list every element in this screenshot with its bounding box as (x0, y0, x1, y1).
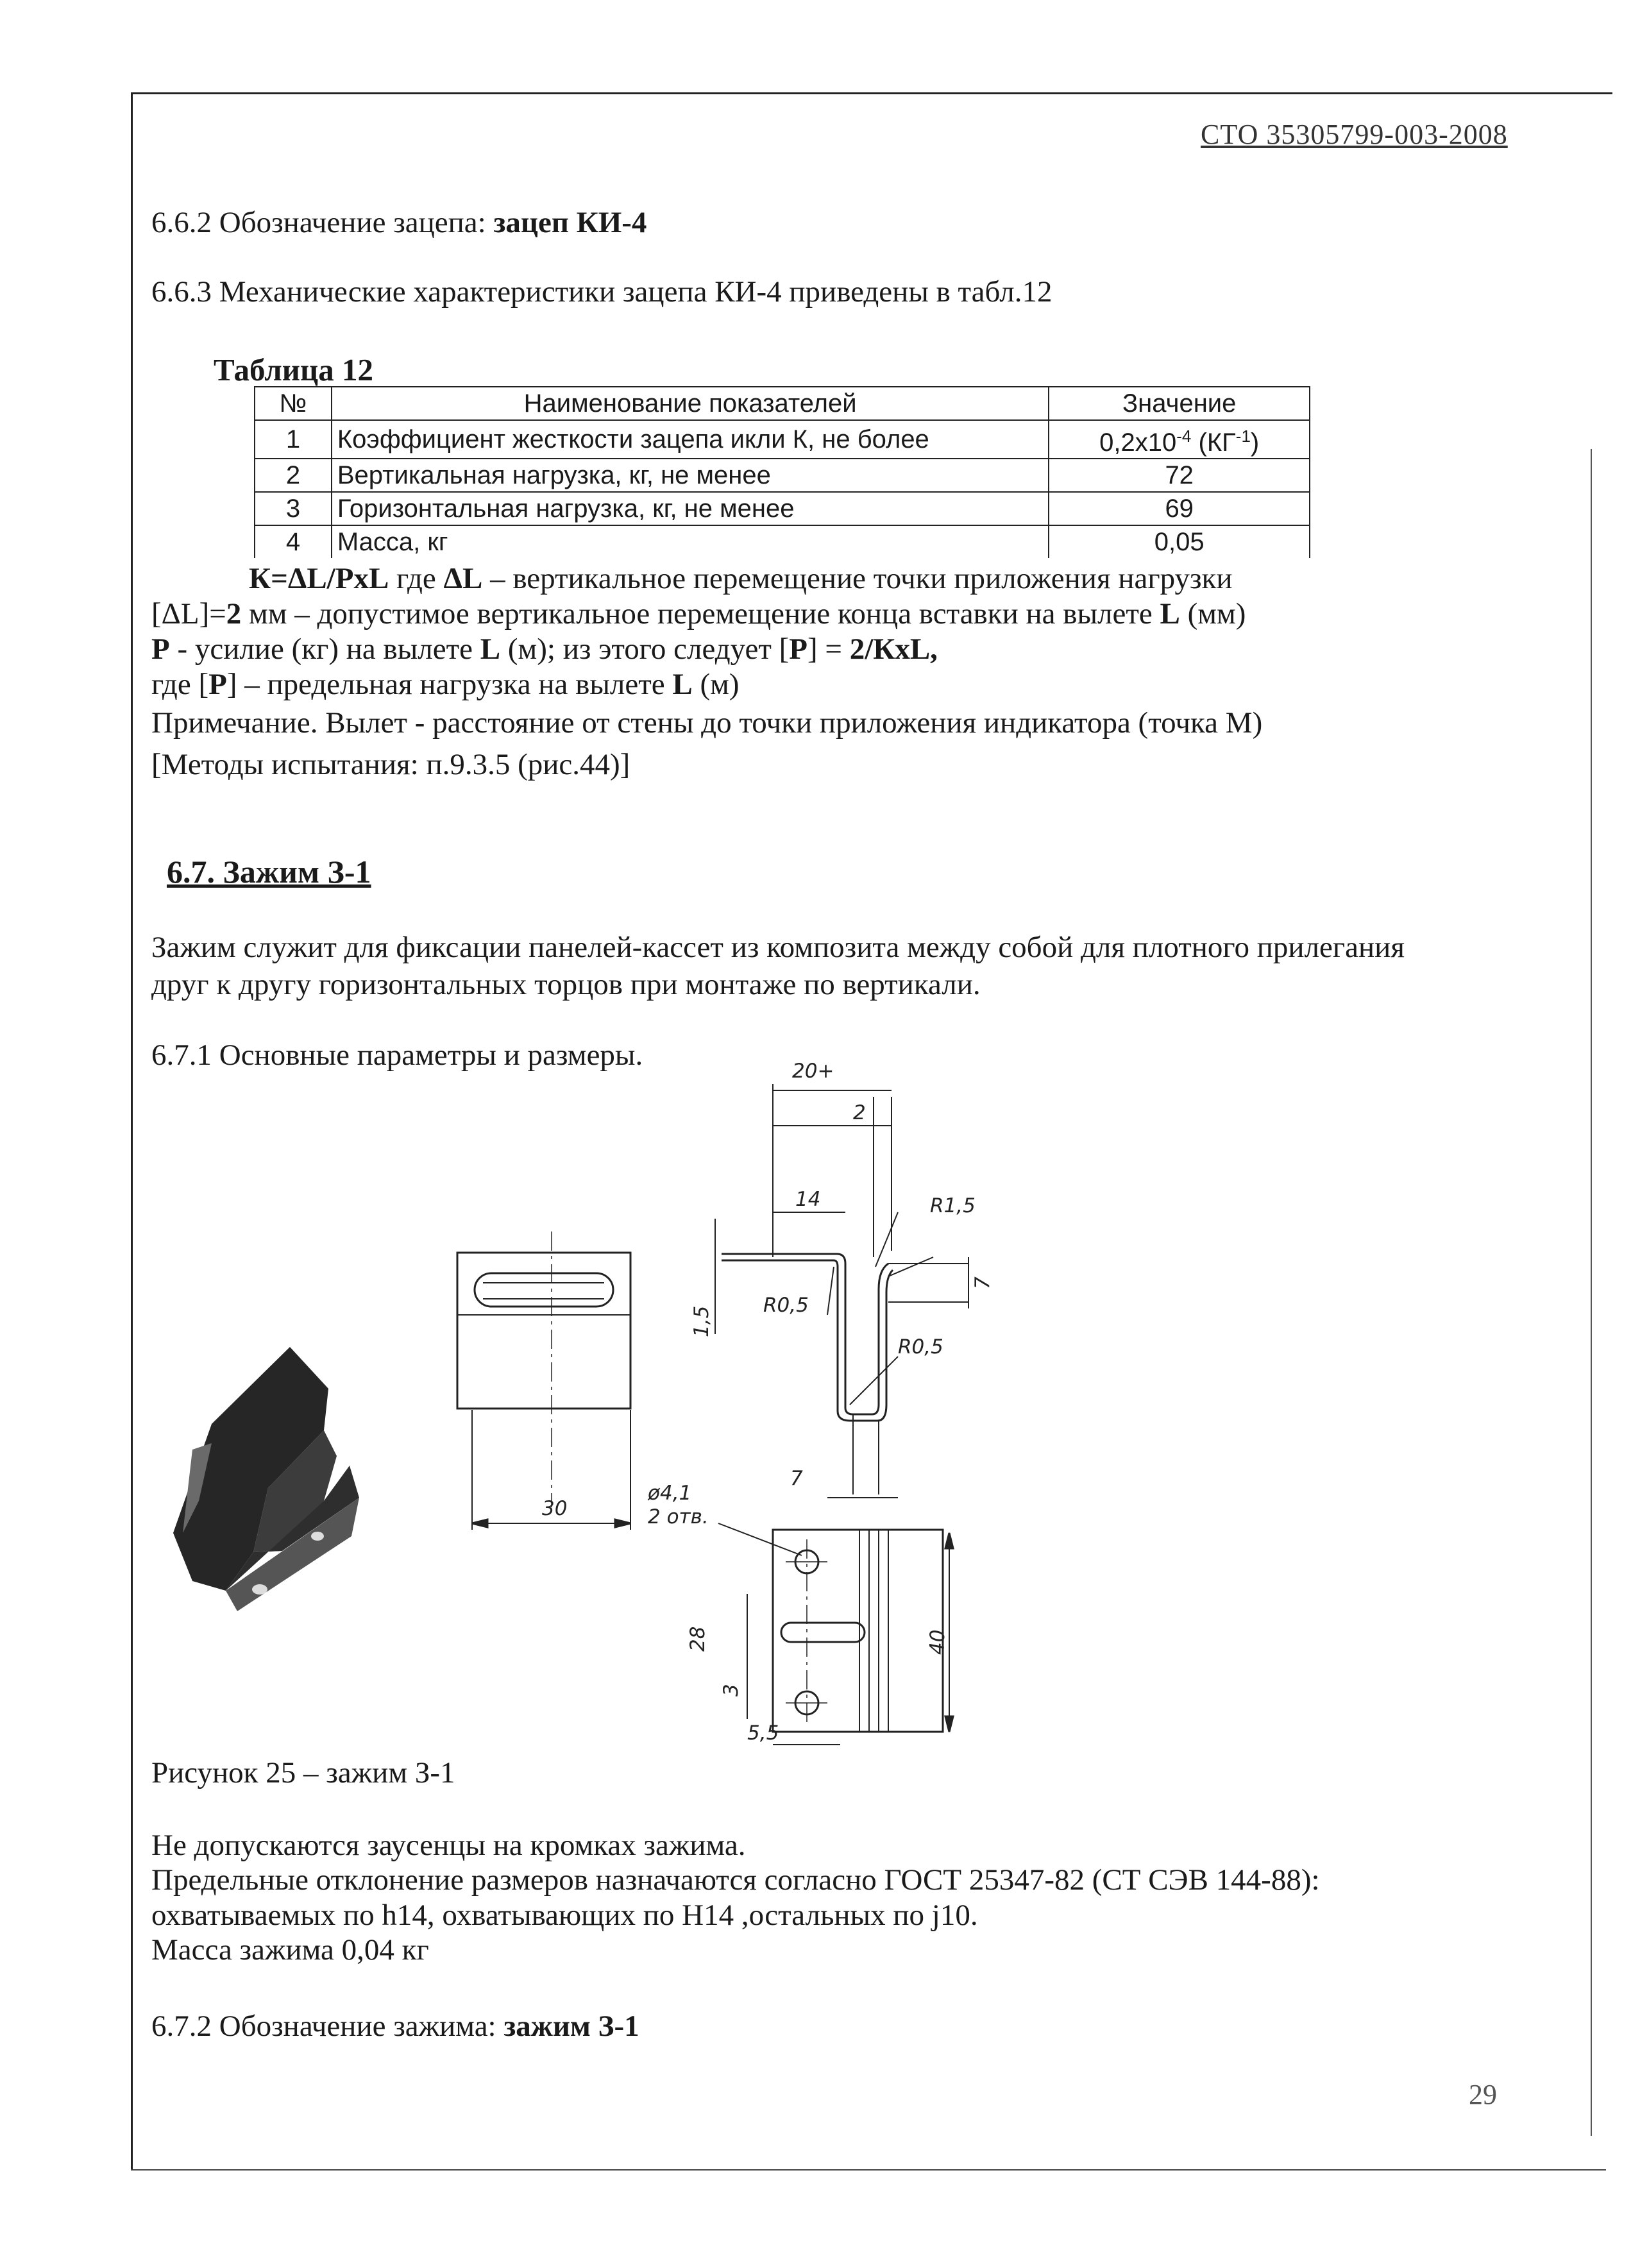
dim-14: 14 (795, 1188, 821, 1211)
document-code: СТО 35305799-003-2008 (1201, 119, 1508, 150)
row-number: 3 (255, 492, 332, 525)
row-name: Вертикальная нагрузка, кг, не менее (332, 459, 1049, 492)
row-name: Масса, кг (332, 525, 1049, 558)
table-header-value: Значение (1049, 387, 1310, 420)
dim-hole-count: 2 отв. (648, 1505, 709, 1528)
formula-bold: Р (789, 632, 808, 666)
figure-caption: Рисунок 25 – зажим З-1 (151, 1756, 455, 1790)
table-header-number: № (255, 387, 332, 420)
row-number: 2 (255, 459, 332, 492)
formula-text: ] = (807, 632, 850, 666)
formula-bold: L (672, 668, 693, 701)
formula-bold: Р (208, 668, 227, 701)
value-unit: (КГ (1198, 428, 1236, 457)
formula-bold: Р (151, 632, 170, 666)
row-number: 1 (255, 420, 332, 459)
dim-5-5: 5,5 (747, 1722, 779, 1745)
dim-7-vertical: 7 (971, 1276, 994, 1289)
formula-bold: 2 (226, 597, 242, 630)
formula-bold: L (480, 632, 501, 666)
paragraph-6-7-1: 6.7.1 Основные параметры и размеры. (151, 1038, 643, 1072)
formula-k: К=ΔL/PхL (249, 562, 389, 595)
value-unit-exponent: -1 (1235, 427, 1251, 446)
section-text-line: друг к другу горизонтальных торцов при монтаже по вертикали. (151, 968, 981, 1001)
row-name: Горизонтальная нагрузка, кг, не менее (332, 492, 1049, 525)
dim-r0-5-bottom: R0,5 (898, 1335, 943, 1358)
paragraph-6-7-2-text: 6.7.2 Обозначение зажима: (151, 2010, 504, 2043)
formula-bold: L (1160, 597, 1180, 630)
row-value: 0,05 (1049, 525, 1310, 558)
paragraph-6-6-3: 6.6.3 Механические характеристики зацепа КИ-4 приведены в табл.12 (151, 275, 1052, 309)
paragraph-6-6-2-designation: зацеп КИ-4 (493, 206, 647, 239)
formula-text: где [ (151, 668, 209, 701)
value-exponent: -4 (1176, 427, 1192, 446)
formula-text: - усилие (кг) на вылете (169, 632, 480, 666)
note: Примечание. Вылет - расстояние от стены до точки приложения индикатора (точка М) (151, 706, 1263, 740)
dim-30: 30 (542, 1497, 568, 1520)
row-value: 69 (1049, 492, 1310, 525)
formula-text: мм – допустимое вертикальное перемещение конца вставки на вылете (241, 597, 1160, 630)
formula-text: где (389, 562, 444, 595)
clamp-side-profile (715, 1084, 968, 1498)
dim-3: 3 (720, 1684, 743, 1697)
after-text-line: охватываемых по h14, охватывающих по Н14 ,остальных по j10. (151, 1899, 978, 1932)
row-value: 72 (1049, 459, 1310, 492)
row-name: Коэффициент жесткости зацепа икли К, не более (332, 420, 1049, 459)
after-text-line: Масса зажима 0,04 кг (151, 1933, 429, 1967)
paragraph-6-6-2-text: 6.6.2 Обозначение зацепа: (151, 206, 494, 239)
formula-text: ] – предельная нагрузка на вылете (226, 668, 673, 701)
clamp-plan-view (718, 1523, 953, 1745)
dim-1-5: 1,5 (690, 1305, 713, 1337)
value-close: ) (1250, 428, 1260, 457)
after-text-line: Предельные отклонение размеров назначаются согласно ГОСТ 25347-82 (СТ СЭВ 144-88): (151, 1863, 1320, 1897)
paragraph-6-7-2 (151, 2008, 639, 2045)
formula-text: – вертикальное перемещение точки приложения нагрузки (482, 562, 1233, 595)
table-header-name: Наименование показателей (332, 387, 1049, 420)
row-number: 4 (255, 525, 332, 558)
section-text-line: Зажим служит для фиксации панелей-кассет из композита между собой для плотного прилегания (151, 931, 1405, 964)
formula-text: (мм) (1179, 597, 1246, 630)
table-12-caption: Таблица 12 (214, 352, 373, 387)
after-text-line: Не допускаются заусенцы на кромках зажима. (151, 1829, 746, 1862)
clamp-front-view (457, 1231, 630, 1530)
test-methods: [Методы испытания: п.9.3.5 (рис.44)] (151, 748, 630, 781)
formula-text: [ΔL]= (151, 597, 226, 630)
formula-text: (м) (692, 668, 740, 701)
section-title: 6.7. Зажим З-1 (167, 854, 371, 890)
dim-7-horizontal: 7 (790, 1467, 803, 1490)
dim-hole-diameter: ø4,1 (648, 1482, 692, 1505)
dim-r0-5-top: R0,5 (763, 1294, 809, 1317)
dim-20: 20+ (792, 1060, 834, 1083)
formula-dl: ΔL (443, 562, 483, 595)
value-base: 0,2х10 (1099, 428, 1177, 457)
dim-40: 40 (926, 1629, 949, 1655)
paragraph-6-7-2-designation: зажим З-1 (503, 2010, 639, 2043)
dim-28: 28 (686, 1626, 709, 1652)
formula-bold: 2/КхL, (849, 632, 938, 666)
dim-r1-5: R1,5 (930, 1194, 976, 1217)
dim-2: 2 (853, 1101, 866, 1124)
formula-text: (м); из этого следует [ (500, 632, 790, 666)
page-number: 29 (1469, 2079, 1497, 2110)
clamp-photo (173, 1347, 359, 1611)
